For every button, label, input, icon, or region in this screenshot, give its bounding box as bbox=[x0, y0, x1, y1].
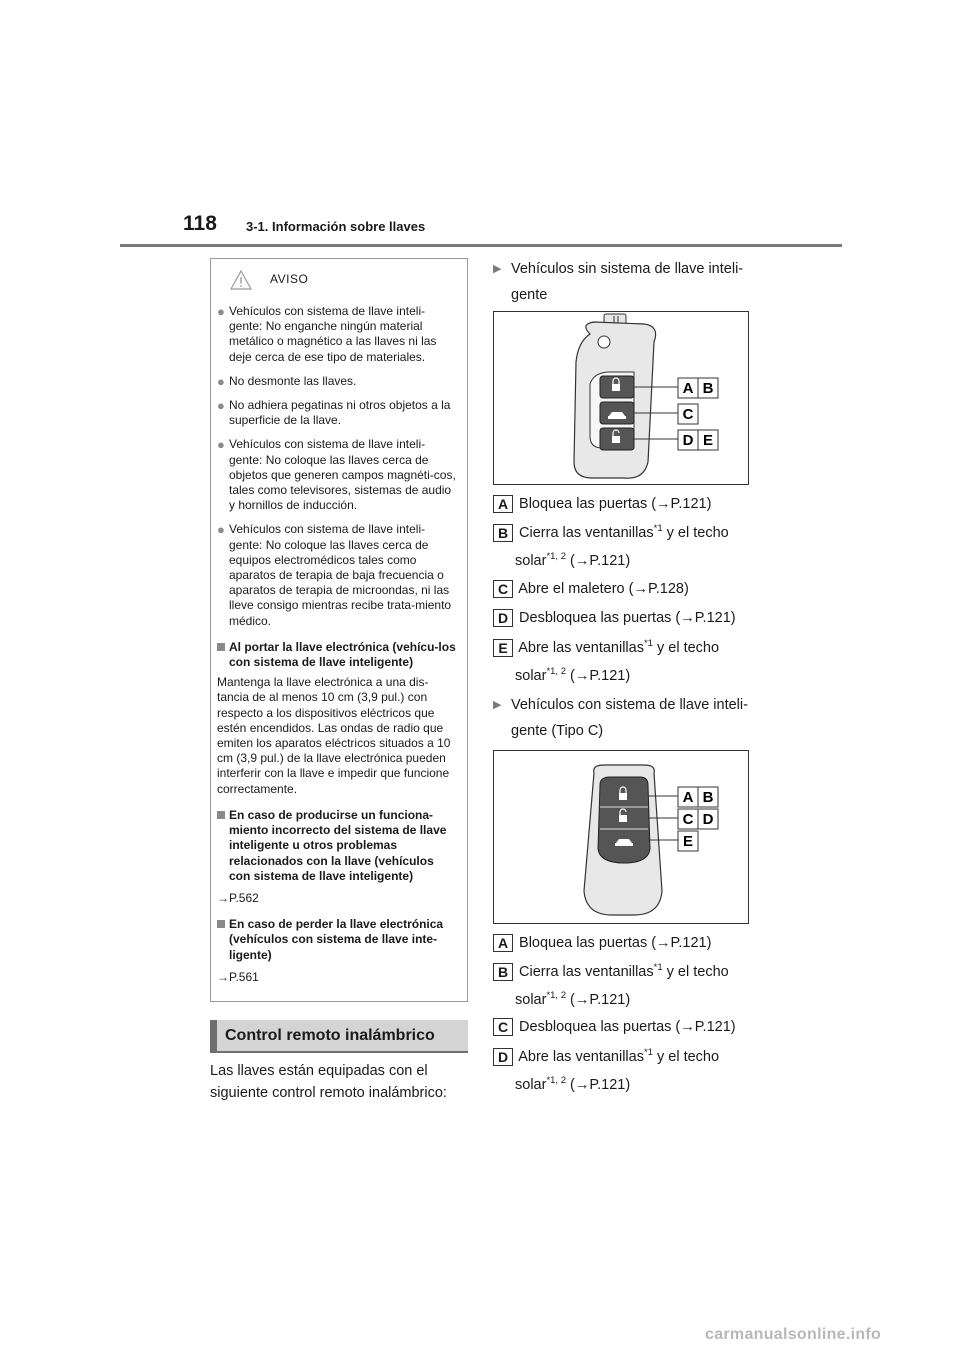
caution-subheading: En caso de perder la llave electrónica (vehículos con sistema de llave inte-ligente) bbox=[217, 917, 457, 963]
smart-key-illustration bbox=[494, 751, 748, 923]
bullet-icon: ● bbox=[217, 304, 225, 319]
section-header: 3-1. Información sobre llaves bbox=[246, 219, 426, 234]
callout-c bbox=[678, 809, 698, 829]
square-bullet-icon bbox=[217, 917, 229, 963]
legend-item-b: B Cierra las ventanillas$^{*1}$ y el techo solar$^{*1, 2}$ (→P.121) bbox=[493, 958, 763, 1014]
callout-d bbox=[698, 809, 718, 829]
callout-e bbox=[698, 430, 718, 450]
caution-paragraph: Mantenga la llave electrónica a una dis-tancia de al menos 10 cm (3,9 pul.) con respecto a los dispositivos eléctricos que estén encendidos. Las ondas de radio que emiten los aparatos eléctricos situados a 10 cm (3,9 pul.) de la llave electrónica pueden interferir con la llave e impedir que funcione correctamente. bbox=[217, 675, 451, 796]
arrow-icon: → bbox=[217, 969, 229, 984]
flip-key-illustration bbox=[494, 312, 748, 484]
svg-text:A: A bbox=[682, 380, 694, 397]
page-reference[interactable]: →P.561 bbox=[217, 969, 259, 984]
callout-b bbox=[698, 787, 718, 807]
key-figure-2 bbox=[493, 750, 749, 924]
callout-c bbox=[678, 404, 698, 424]
caution-bullet: ● No adhiera pegatinas ni otros objetos a la superficie de la llave. bbox=[217, 398, 451, 428]
intro-paragraph: Las llaves están equipadas con el siguiente control remoto inalámbrico: bbox=[210, 1063, 447, 1101]
callout-e bbox=[678, 831, 698, 851]
caution-subheading: Al portar la llave electrónica (vehícu-los con sistema de llave inteligente) bbox=[217, 640, 457, 670]
section-title-rule bbox=[210, 1051, 468, 1053]
square-bullet-icon bbox=[217, 640, 229, 670]
legend-item-d: D Desbloquea las puertas (→P.121) bbox=[493, 604, 763, 632]
bullet-icon: ● bbox=[217, 373, 225, 389]
warning-icon bbox=[230, 270, 252, 290]
square-bullet-icon bbox=[217, 808, 229, 884]
svg-text:E: E bbox=[682, 833, 694, 850]
legend-item-a: A Bloquea las puertas (→P.121) bbox=[493, 929, 763, 957]
legend-item-e: E Abre las ventanillas$^{*1}$ y el techo solar$^{*1, 2}$ (→P.121) bbox=[493, 634, 763, 690]
caution-bullet: ● Vehículos con sistema de llave inteli-gente: No coloque las llaves cerca de objetos que generen campos magnéti-cos, tales como televisores, sistemas de audio y hornillos de inducción. bbox=[217, 437, 456, 513]
caution-box bbox=[210, 258, 468, 1002]
callout-b bbox=[698, 378, 718, 398]
legend-item-c: C Desbloquea las puertas (→P.121) bbox=[493, 1013, 763, 1041]
callout-a bbox=[678, 378, 698, 398]
triangle-bullet-icon: ▶ bbox=[493, 263, 502, 275]
legend-item-a: A Bloquea las puertas (→P.121) bbox=[493, 490, 763, 518]
triangle-bullet-icon: ▶ bbox=[493, 699, 502, 711]
arrow-icon: → bbox=[217, 890, 229, 905]
bullet-icon: ● bbox=[217, 522, 225, 538]
legend-item-c: C Abre el maletero (→P.128) bbox=[493, 575, 763, 603]
page-reference[interactable]: →P.562 bbox=[217, 890, 259, 905]
caution-bullet: ● Vehículos con sistema de llave inteli-gente: No enganche ningún material metálico o magnético a las llaves ni las deje cerca de ese tipo de materiales. bbox=[217, 304, 437, 364]
section-title: Control remoto inalámbrico bbox=[210, 1020, 468, 1052]
svg-text:C: C bbox=[682, 406, 694, 423]
watermark: carmanualsonline.info bbox=[705, 1326, 882, 1343]
legend-item-d: D Abre las ventanillas$^{*1}$ y el techo solar$^{*1, 2}$ (→P.121) bbox=[493, 1043, 763, 1099]
svg-text:A: A bbox=[682, 789, 694, 806]
svg-text:B: B bbox=[702, 380, 714, 397]
page-number: 118 bbox=[183, 212, 217, 235]
callout-d bbox=[678, 430, 698, 450]
legend-item-b: B Cierra las ventanillas$^{*1}$ y el techo solar$^{*1, 2}$ (→P.121) bbox=[493, 519, 763, 575]
bullet-icon: ● bbox=[217, 437, 225, 453]
svg-text:D: D bbox=[682, 432, 694, 449]
caution-title: AVISO bbox=[270, 272, 309, 287]
svg-text:D: D bbox=[702, 811, 714, 828]
callout-a bbox=[678, 787, 698, 807]
bullet-icon: ● bbox=[217, 398, 225, 414]
group2-heading: ▶ Vehículos con sistema de llave inteli-gente (Tipo C) bbox=[493, 692, 763, 744]
caution-heading bbox=[217, 265, 457, 295]
header-rule bbox=[120, 244, 842, 247]
svg-text:C: C bbox=[682, 811, 694, 828]
key-figure-1 bbox=[493, 311, 749, 485]
caution-subheading: En caso de producirse un funciona-miento incorrecto del sistema de llave inteligente u otros problemas relacionados con la llave (vehículos con sistema de llave inteligente) bbox=[217, 808, 457, 884]
group1-heading: ▶ Vehículos sin sistema de llave inteli-gente bbox=[493, 256, 763, 308]
svg-text:E: E bbox=[702, 432, 714, 449]
svg-text:B: B bbox=[702, 789, 714, 806]
caution-bullet: ● No desmonte las llaves. bbox=[217, 373, 357, 389]
caution-bullet: ● Vehículos con sistema de llave inteli-gente: No coloque las llaves cerca de equipos electromédicos tales como aparatos de terapia de baja frecuencia o aparatos de terapia de microondas, ni las lleve consigo mientras recibe trata-miento médico. bbox=[217, 522, 452, 628]
